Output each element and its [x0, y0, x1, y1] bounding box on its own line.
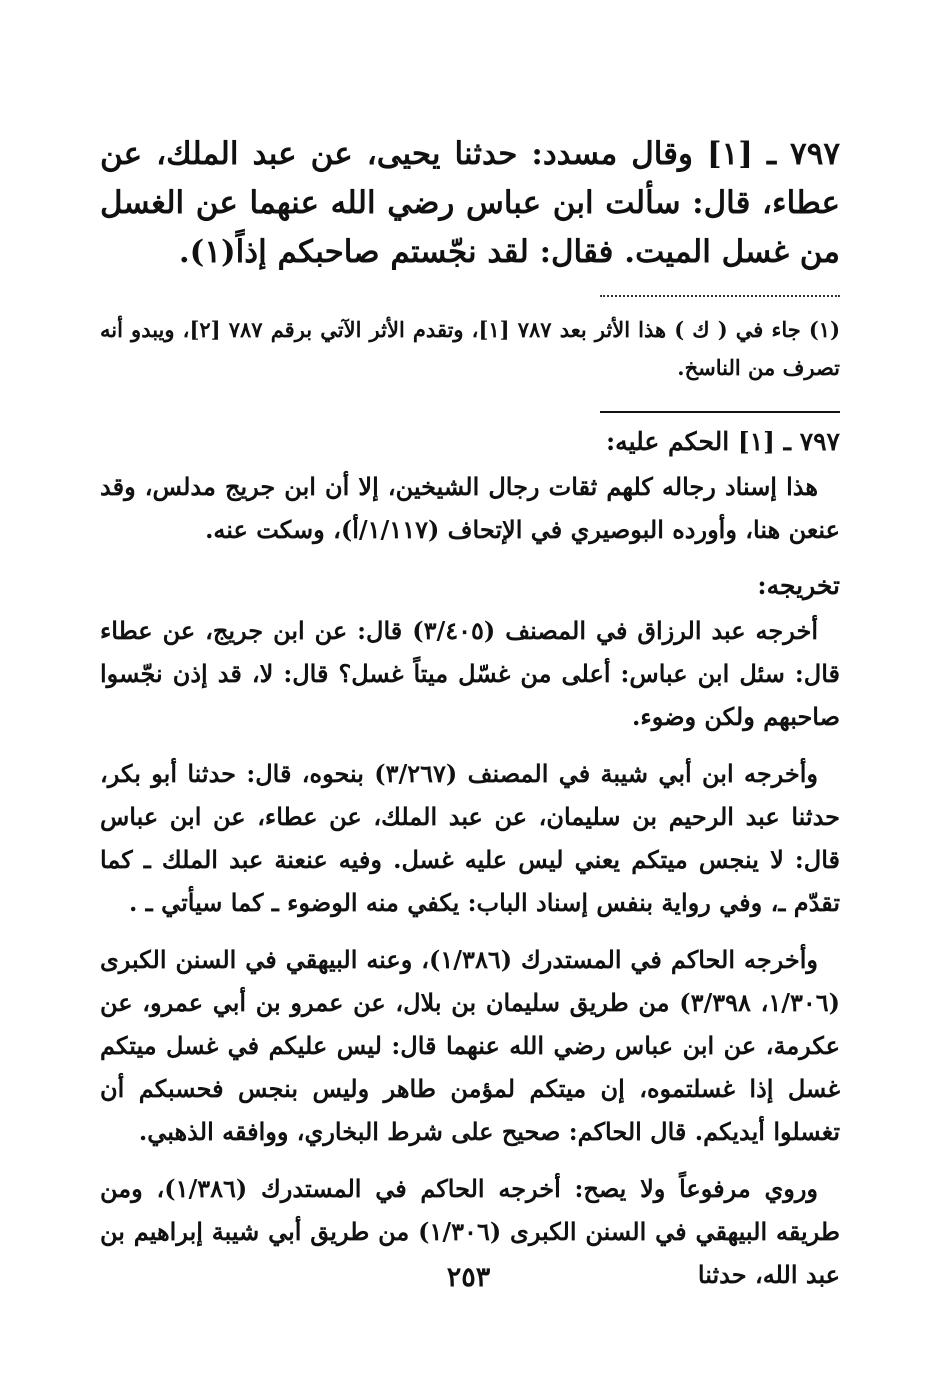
footnote-text: (١) جاء في ( ك ) هذا الأثر بعد ٧٨٧ [١]، وتقدم الأثر الآتي برقم ٧٨٧ [٢]، ويبدو أنه تصرف من الناسخ. [100, 317, 840, 380]
takhrij-paragraph: أخرجه عبد الرزاق في المصنف (٣/٤٠٥) قال: عن ابن جريج، عن عطاء قال: سئل ابن عباس: أعلى من غسّل ميتاً غسل؟ قال: لا، قد إذن نجّسوا صاحبهم ولكن وضوء. [100, 616, 840, 731]
footnote-separator [600, 295, 840, 297]
page-content [100, 120, 840, 1310]
takhrij-paragraph: وأخرجه الحاكم في المستدرك (١/٣٨٦)، وعنه البيهقي في السنن الكبرى (١/٣٠٦، ٣/٣٩٨) من طريق سليمان بن بلال، عن عمرو بن أبي عمرو، عن عكرمة، عن ابن عباس رضي الله عنهما قال: ليس عليكم في غسل ميتكم غسل إذا غسلتموه، إن ميتكم لمؤمن طاهر وليس بنجس فحسبكم أن تغسلوا أيديكم. قال الحاكم: صحيح على شرط البخاري، ووافقه الذهبي. [100, 945, 841, 1146]
ruling-text: هذا إسناد رجاله كلهم ثقات رجال الشيخين، إلا أن ابن جريج مدلس، وقد عنعن هنا، وأورده البوصيري في الإتحاف (١/١١٧/أ)، وسكت عنه. [100, 472, 840, 544]
takhrij-paragraph: وروي مرفوعاً ولا يصح: أخرجه الحاكم في المستدرك (١/٣٨٦)، ومن طريقه البيهقي في السنن الكبرى (١/٣٠٦) من طريق أبي شيبة إبراهيم بن عبد الله، حدثنا [100, 1174, 841, 1289]
takhrij-paragraph: وأخرجه ابن أبي شيبة في المصنف (٣/٢٦٧) بنحوه، قال: حدثنا أبو بكر، حدثنا عبد الرحيم بن سليمان، عن عبد الملك، عن عطاء، عن ابن عباس قال: لا ينجس ميتكم يعني ليس عليه غسل. وفيه عنعنة عبد الملك ـ كما تقدّم ـ، وفي رواية بنفس إسناد الباب: يكفي منه الوضوء ـ كما سيأتي ـ . [100, 759, 840, 917]
section-rule [600, 411, 840, 413]
ruling-heading: ٧٩٧ ـ [١] الحكم عليه: [605, 427, 840, 456]
page-number: ٢٥٣ [446, 1262, 491, 1293]
hadith-text: ٧٩٧ ـ [١] وقال مسدد: حدثنا يحيى، عن عبد الملك، عن عطاء، قال: سألت ابن عباس رضي الله عنهما عن الغسل من غسل الميت. فقال: لقد نجّستم صاحبكم إذاً(١). [100, 136, 840, 270]
takhrij-heading: تخريجه: [757, 571, 840, 600]
